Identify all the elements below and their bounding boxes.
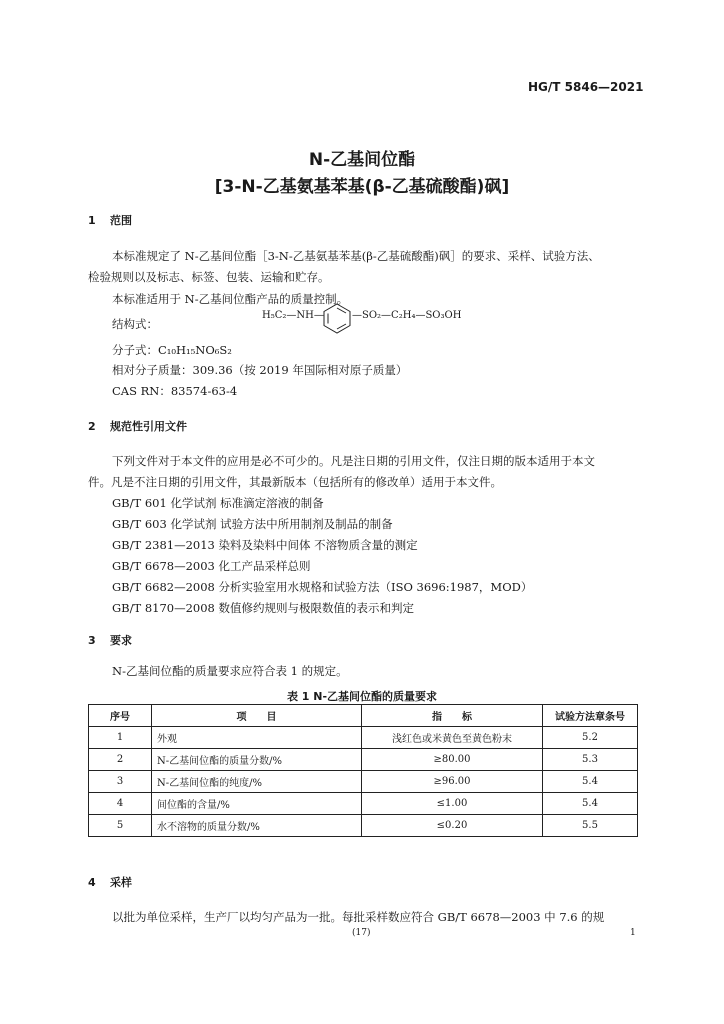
benzene-ring-icon: [322, 302, 352, 334]
cell-spec: ≥96.00: [362, 771, 543, 793]
table-header-row: [89, 705, 638, 727]
cell-method: 5.4: [543, 771, 638, 793]
requirements-text: N-乙基间位酯的质量要求应符合表 1 的规定。: [112, 664, 348, 678]
section-title: 采样: [110, 876, 132, 889]
section-3-heading: [88, 632, 132, 648]
table-row: [89, 793, 638, 815]
section-2-heading: [88, 418, 187, 434]
section-title: 要求: [110, 634, 132, 647]
structure-right-group: —SO₂—C₂H₄—SO₃OH: [352, 310, 462, 321]
cell-method: 5.4: [543, 793, 638, 815]
molecular-formula: 分子式：C₁₀H₁₅NO₆S₂: [112, 343, 232, 357]
table-row: [89, 771, 638, 793]
standard-code: HG/T 5846—2021: [528, 80, 644, 94]
page-number: 1: [630, 928, 636, 938]
column-header: 项 目: [152, 705, 362, 727]
cell-item: N-乙基间位酯的纯度/%: [152, 771, 362, 793]
molecular-mass: 相对分子质量：309.36（按 2019 年国际相对原子质量）: [112, 363, 408, 377]
cell-item: N-乙基间位酯的质量分数/%: [152, 749, 362, 771]
cell-item: 间位酯的含量/%: [152, 793, 362, 815]
cell-spec: 浅红色或米黄色至黄色粉末: [362, 727, 543, 749]
section-title: 规范性引用文件: [110, 420, 187, 433]
structure-left-group: H₅C₂—NH—: [262, 310, 324, 321]
cell-method: 5.3: [543, 749, 638, 771]
section-number: 1: [88, 214, 96, 227]
column-header: 指 标: [362, 705, 543, 727]
cell-item: 水不溶物的质量分数/%: [152, 815, 362, 837]
document-title-line1: N-乙基间位酯: [308, 150, 416, 170]
section-4-heading: [88, 874, 132, 890]
reference-item: GB/T 6678—2003 化工产品采样总则: [112, 559, 311, 573]
section-number: 2: [88, 420, 96, 433]
reference-item: GB/T 8170—2008 数值修约规则与极限数值的表示和判定: [112, 601, 415, 615]
document-title-line2: [3-N-乙基氨基苯基(β-乙基硫酸酯)砜]: [214, 177, 510, 197]
reference-item: GB/T 601 化学试剂 标准滴定溶液的制备: [112, 496, 324, 510]
reference-item: GB/T 2381—2013 染料及染料中间体 不溶物质含量的测定: [112, 538, 418, 552]
cell-spec: ≤0.20: [362, 815, 543, 837]
sampling-text: 以批为单位采样，生产厂以均匀产品为一批。每批采样数应符合 GB/T 6678—2003 中 7.6 的规: [112, 910, 605, 924]
scope-applicability: 本标准适用于 N-乙基间位酯产品的质量控制。: [112, 292, 349, 306]
cell-index: 4: [89, 793, 152, 815]
references-intro-line2: 件。凡是不注日期的引用文件，其最新版本（包括所有的修改单）适用于本文件。: [88, 475, 502, 489]
cas-number: CAS RN：83574-63-4: [112, 384, 238, 398]
section-number: 4: [88, 876, 96, 889]
table-row: [89, 749, 638, 771]
cell-method: 5.2: [543, 727, 638, 749]
cell-spec: ≥80.00: [362, 749, 543, 771]
column-header: 试验方法章条号: [543, 705, 638, 727]
cell-item: 外观: [152, 727, 362, 749]
table-row: [89, 727, 638, 749]
cell-index: 3: [89, 771, 152, 793]
structure-label: 结构式：: [112, 317, 158, 331]
table-row: [89, 815, 638, 837]
quality-requirements-table: [88, 704, 638, 837]
scope-paragraph-line1: 本标准规定了 N-乙基间位酯［3-N-乙基氨基苯基(β-乙基硫酸酯)砜］的要求、采样、试验方法、: [112, 249, 600, 263]
section-number: 3: [88, 634, 96, 647]
cell-method: 5.5: [543, 815, 638, 837]
cell-index: 1: [89, 727, 152, 749]
table-caption: 表 1 N-乙基间位酯的质量要求: [286, 690, 438, 703]
page-reference: (17): [352, 928, 371, 938]
section-1-heading: [88, 212, 132, 228]
references-intro-line1: 下列文件对于本文件的应用是必不可少的。凡是注日期的引用文件，仅注日期的版本适用于本文: [112, 454, 595, 468]
section-title: 范围: [110, 214, 132, 227]
reference-item: GB/T 603 化学试剂 试验方法中所用制剂及制品的制备: [112, 517, 393, 531]
reference-item: GB/T 6682—2008 分析实验室用水规格和试验方法（ISO 3696:1987，MOD）: [112, 580, 533, 594]
cell-spec: ≤1.00: [362, 793, 543, 815]
cell-index: 2: [89, 749, 152, 771]
column-header: 序号: [89, 705, 152, 727]
cell-index: 5: [89, 815, 152, 837]
scope-paragraph-line2: 检验规则以及标志、标签、包装、运输和贮存。: [88, 270, 330, 284]
